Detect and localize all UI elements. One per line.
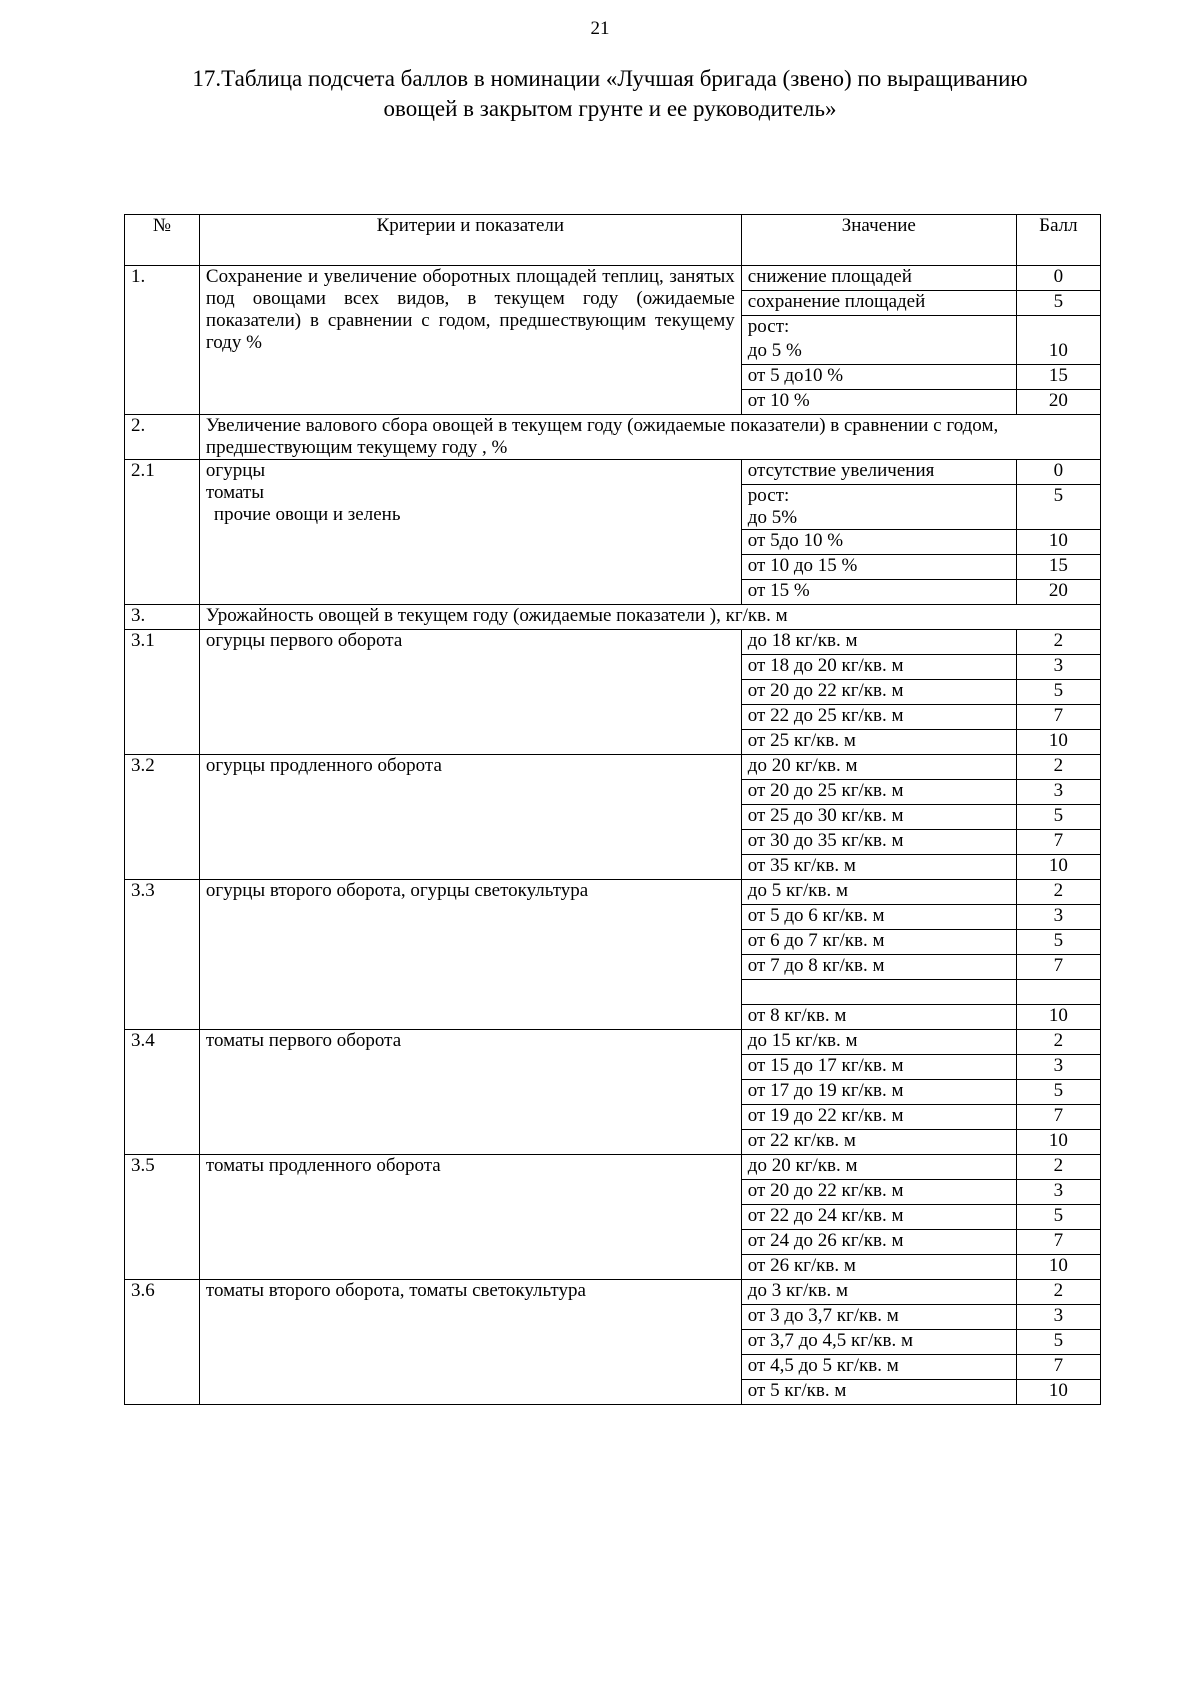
page-number: 21 — [590, 18, 610, 39]
points-cell: 5 — [1016, 930, 1100, 955]
points-cell: 5 — [1016, 680, 1100, 705]
value-cell: до 15 кг/кв. м — [741, 1030, 1016, 1055]
points-cell — [1016, 980, 1100, 1005]
value-cell: от 5 до 6 кг/кв. м — [741, 905, 1016, 930]
table-row — [125, 1030, 1101, 1055]
value-cell: от 20 до 25 кг/кв. м — [741, 780, 1016, 805]
criteria-cell: огурцы продленного оборота — [199, 755, 741, 880]
value-cell: от 25 кг/кв. м — [741, 730, 1016, 755]
value-cell: от 4,5 до 5 кг/кв. м — [741, 1355, 1016, 1380]
points-cell: 3 — [1016, 655, 1100, 680]
table-row — [125, 1155, 1101, 1180]
value-cell: от 25 до 30 кг/кв. м — [741, 805, 1016, 830]
table-row — [125, 880, 1101, 905]
points-cell: 15 — [1016, 365, 1100, 390]
points-cell: 7 — [1016, 1230, 1100, 1255]
points-cell — [1016, 316, 1100, 341]
table-row — [125, 1280, 1101, 1305]
points-cell: 7 — [1016, 1105, 1100, 1130]
document-title — [110, 64, 1110, 124]
points-cell: 3 — [1016, 1180, 1100, 1205]
points-cell: 5 — [1016, 291, 1100, 316]
points-cell: 20 — [1016, 580, 1100, 605]
points-cell: 3 — [1016, 905, 1100, 930]
value-line: до 5% — [747, 507, 798, 528]
title-line-1: 17.Таблица подсчета баллов в номинации «Лучшая бригада (звено) по выращиванию — [192, 66, 1028, 91]
points-cell: 0 — [1016, 266, 1100, 291]
header-criteria: Критерии и показатели — [199, 215, 741, 266]
table-row — [125, 630, 1101, 655]
value-cell: от 22 до 24 кг/кв. м — [741, 1205, 1016, 1230]
points-cell: 3 — [1016, 1305, 1100, 1330]
value-cell: от 6 до 7 кг/кв. м — [741, 930, 1016, 955]
row-number: 3. — [125, 605, 200, 630]
value-cell: до 18 кг/кв. м — [741, 630, 1016, 655]
points-cell: 2 — [1016, 755, 1100, 780]
value-cell: от 20 до 22 кг/кв. м — [741, 1180, 1016, 1205]
header-points: Балл — [1016, 215, 1100, 266]
points-cell: 10 — [1016, 1005, 1100, 1030]
value-cell: от 7 до 8 кг/кв. м — [741, 955, 1016, 980]
header-value: Значение — [741, 215, 1016, 266]
value-cell — [741, 485, 1016, 530]
value-cell: до 5 кг/кв. м — [741, 880, 1016, 905]
value-cell: от 3,7 до 4,5 кг/кв. м — [741, 1330, 1016, 1355]
points-cell: 15 — [1016, 555, 1100, 580]
row-number: 3.5 — [125, 1155, 200, 1280]
value-cell: до 3 кг/кв. м — [741, 1280, 1016, 1305]
criteria-cell: томаты первого оборота — [199, 1030, 741, 1155]
header-num: № — [125, 215, 200, 266]
value-cell: от 19 до 22 кг/кв. м — [741, 1105, 1016, 1130]
value-cell: от 5 кг/кв. м — [741, 1380, 1016, 1405]
points-cell: 2 — [1016, 1030, 1100, 1055]
crop-item: томаты — [205, 482, 265, 503]
points-cell: 5 — [1016, 1080, 1100, 1105]
row-number: 3.3 — [125, 880, 200, 1030]
value-cell: сохранение площадей — [741, 291, 1016, 316]
section-heading: Урожайность овощей в текущем году (ожидаемые показатели ), кг/кв. м — [199, 605, 1100, 630]
points-cell: 0 — [1016, 460, 1100, 485]
table-row — [125, 266, 1101, 291]
points-cell: 10 — [1016, 530, 1100, 555]
value-line: рост: — [747, 485, 790, 506]
points-cell: 2 — [1016, 880, 1100, 905]
value-cell: от 5до 10 % — [741, 530, 1016, 555]
value-cell: от 3 до 3,7 кг/кв. м — [741, 1305, 1016, 1330]
value-cell: отсутствие увеличения — [741, 460, 1016, 485]
value-cell: снижение площадей — [741, 266, 1016, 291]
criteria-cell: томаты продленного оборота — [199, 1155, 741, 1280]
points-cell: 2 — [1016, 630, 1100, 655]
value-cell: от 17 до 19 кг/кв. м — [741, 1080, 1016, 1105]
criteria-cell: огурцы второго оборота, огурцы светокультура — [199, 880, 741, 1030]
points-cell: 10 — [1016, 855, 1100, 880]
criteria-cell: Сохранение и увеличение оборотных площадей теплиц, занятых под овощами всех видов, в текущем году (ожидаемые показатели) в сравнении с годом, предшествующим текущему году % — [199, 266, 741, 415]
points-cell: 7 — [1016, 705, 1100, 730]
crop-item: прочие овощи и зелень — [213, 504, 401, 525]
value-cell: от 26 кг/кв. м — [741, 1255, 1016, 1280]
table-header-row — [125, 215, 1101, 266]
criteria-cell: огурцы первого оборота — [199, 630, 741, 755]
points-cell: 2 — [1016, 1155, 1100, 1180]
points-cell: 10 — [1016, 1130, 1100, 1155]
row-number: 3.4 — [125, 1030, 200, 1155]
points-cell: 7 — [1016, 1355, 1100, 1380]
criteria-cell: томаты второго оборота, томаты светокультура — [199, 1280, 741, 1405]
points-cell: 3 — [1016, 1055, 1100, 1080]
value-cell: до 5 % — [741, 340, 1016, 365]
table-row — [125, 460, 1101, 485]
section-row — [125, 605, 1101, 630]
points-cell: 7 — [1016, 955, 1100, 980]
row-number: 1. — [125, 266, 200, 415]
row-number: 3.6 — [125, 1280, 200, 1405]
section-row — [125, 415, 1101, 460]
value-cell: от 22 до 25 кг/кв. м — [741, 705, 1016, 730]
value-cell: рост: — [741, 316, 1016, 341]
title-line-2: овощей в закрытом грунте и ее руководитель» — [383, 96, 837, 121]
crop-item: огурцы — [205, 460, 266, 481]
value-cell: от 5 до10 % — [741, 365, 1016, 390]
points-cell: 3 — [1016, 780, 1100, 805]
value-cell: от 20 до 22 кг/кв. м — [741, 680, 1016, 705]
value-cell: от 15 до 17 кг/кв. м — [741, 1055, 1016, 1080]
points-cell: 5 — [1016, 1205, 1100, 1230]
row-number: 3.2 — [125, 755, 200, 880]
value-cell: от 22 кг/кв. м — [741, 1130, 1016, 1155]
value-cell: до 20 кг/кв. м — [741, 755, 1016, 780]
crop-list — [199, 460, 741, 605]
table-row — [125, 755, 1101, 780]
value-cell: от 15 % — [741, 580, 1016, 605]
points-cell: 5 — [1016, 805, 1100, 830]
value-cell: от 30 до 35 кг/кв. м — [741, 830, 1016, 855]
row-number: 2. — [125, 415, 200, 460]
points-cell: 10 — [1016, 730, 1100, 755]
points-cell: 5 — [1016, 485, 1100, 530]
value-cell: от 18 до 20 кг/кв. м — [741, 655, 1016, 680]
section-heading: Увеличение валового сбора овощей в текущем году (ожидаемые показатели) в сравнении с годом, предшествующим текущему году , % — [199, 415, 1100, 460]
value-cell: до 20 кг/кв. м — [741, 1155, 1016, 1180]
points-cell: 20 — [1016, 390, 1100, 415]
points-cell: 7 — [1016, 830, 1100, 855]
row-number: 3.1 — [125, 630, 200, 755]
points-cell: 10 — [1016, 1380, 1100, 1405]
value-cell: от 10 % — [741, 390, 1016, 415]
points-cell: 10 — [1016, 340, 1100, 365]
points-cell: 2 — [1016, 1280, 1100, 1305]
points-cell: 5 — [1016, 1330, 1100, 1355]
score-table — [124, 214, 1101, 1405]
row-number: 2.1 — [125, 460, 200, 605]
value-cell: от 24 до 26 кг/кв. м — [741, 1230, 1016, 1255]
value-cell: от 8 кг/кв. м — [741, 1005, 1016, 1030]
value-cell — [741, 980, 1016, 1005]
value-cell: от 10 до 15 % — [741, 555, 1016, 580]
value-cell: от 35 кг/кв. м — [741, 855, 1016, 880]
points-cell: 10 — [1016, 1255, 1100, 1280]
